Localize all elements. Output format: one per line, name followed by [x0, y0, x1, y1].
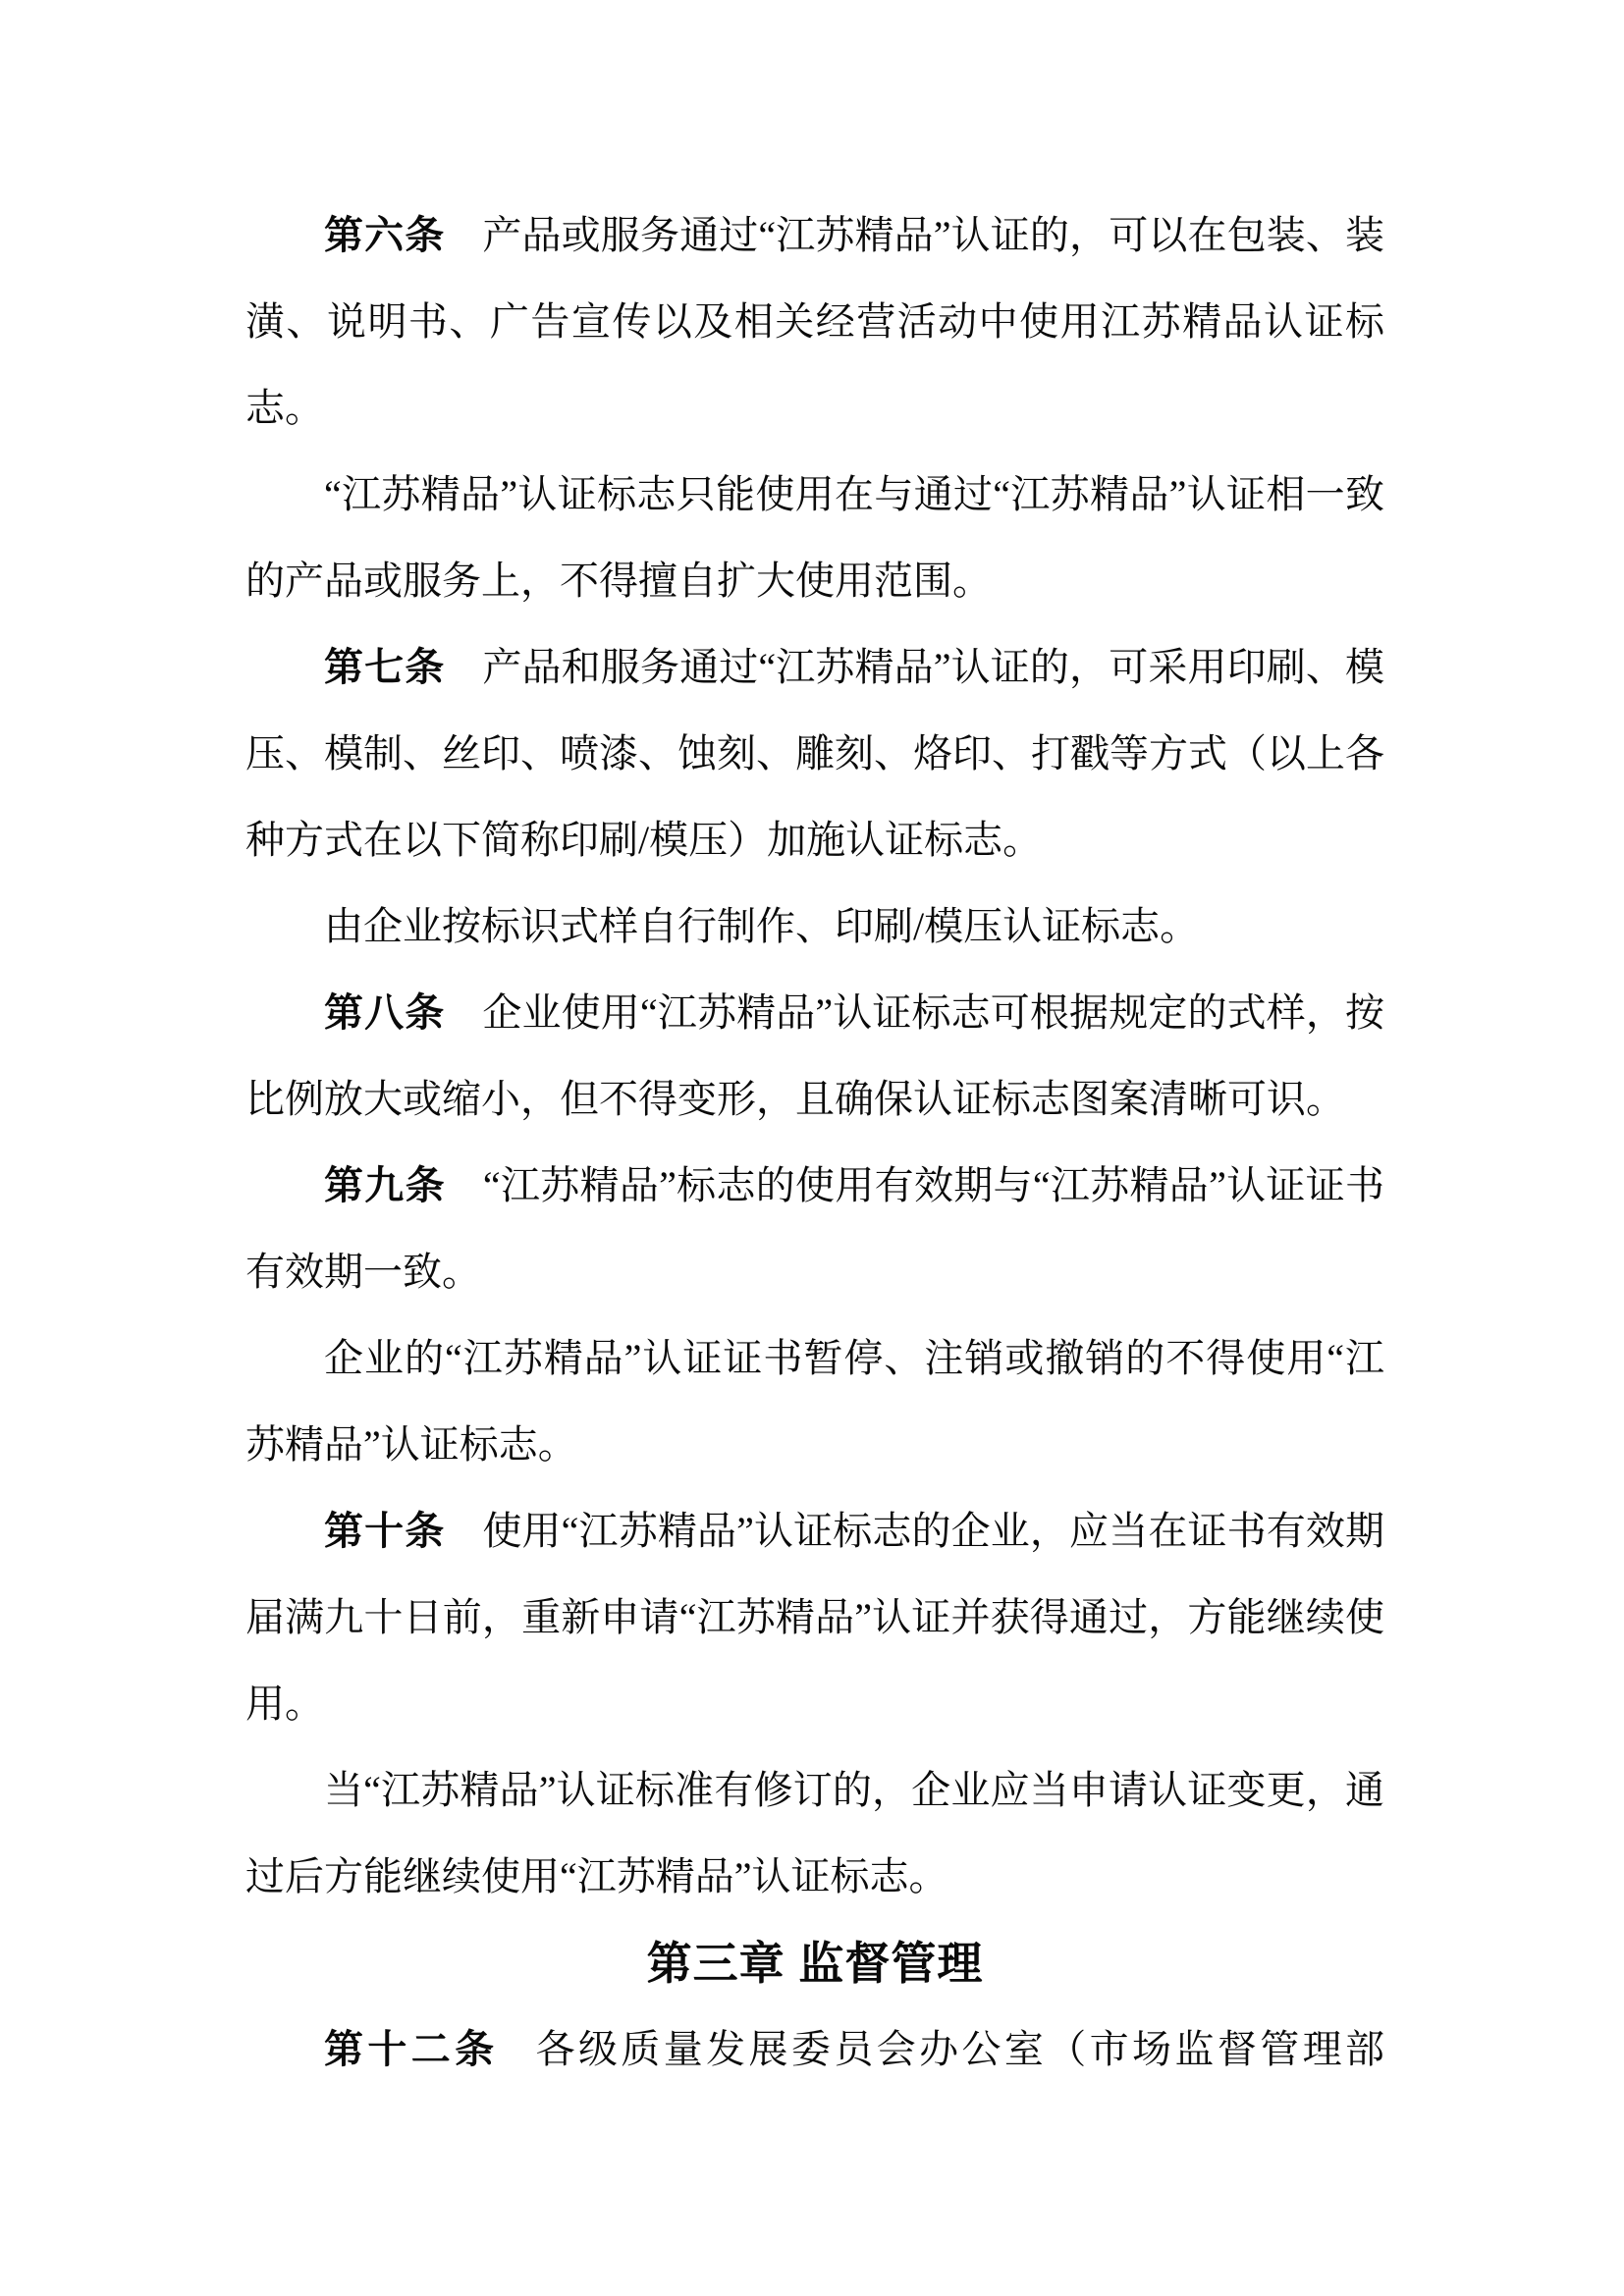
- paragraph-text: “江苏精品”认证标志只能使用在与通过“江苏精品”认证相一致的产品或服务上，不得擅自扩大使用范围。: [245, 472, 1384, 603]
- body-paragraph: [245, 1747, 1384, 1920]
- chapter-heading: 第三章 监督管理: [646, 1938, 984, 1989]
- document-content: [245, 192, 1384, 2093]
- article-paragraph: [245, 624, 1384, 883]
- paragraph-text: 由企业按标识式样自行制作、印刷/模压认证标志。: [324, 904, 1200, 948]
- article-paragraph: [245, 1488, 1384, 1747]
- article-number: 第十二条: [324, 2028, 499, 2071]
- article-number: 第十条: [324, 1510, 446, 1553]
- paragraph-text: 企业使用“江苏精品”认证标志可根据规定的式样，按比例放大或缩小，但不得变形，且确保认证标志图案清晰可识。: [245, 990, 1384, 1121]
- article-paragraph: [245, 2006, 1384, 2093]
- article-number: 第九条: [324, 1164, 446, 1207]
- article-paragraph: [245, 192, 1384, 452]
- article-paragraph: [245, 970, 1384, 1143]
- paragraph-text: 当“江苏精品”认证标准有修订的，企业应当申请认证变更，通过后方能继续使用“江苏精品”认证标志。: [245, 1768, 1384, 1898]
- article-number: 第七条: [324, 646, 446, 689]
- paragraph-text: 企业的“江苏精品”认证证书暂停、注销或撤销的不得使用“江苏精品”认证标志。: [245, 1336, 1384, 1467]
- paragraph-text: 产品或服务通过“江苏精品”认证的，可以在包装、装潢、说明书、广告宣传以及相关经营活动中使用江苏精品认证标志。: [245, 213, 1384, 430]
- article-number: 第八条: [324, 991, 446, 1035]
- article-paragraph: [245, 1143, 1384, 1315]
- body-paragraph: [245, 1315, 1384, 1488]
- paragraph-text: 产品和服务通过“江苏精品”认证的，可采用印刷、模压、模制、丝印、喷漆、蚀刻、雕刻、烙印、打戳等方式（以上各种方式在以下简称印刷/模压）加施认证标志。: [245, 645, 1384, 862]
- paragraph-text: “江苏精品”标志的使用有效期与“江苏精品”认证证书有效期一致。: [245, 1163, 1385, 1294]
- article-number: 第六条: [324, 214, 446, 257]
- body-paragraph: [245, 452, 1384, 624]
- paragraph-text: 各级质量发展委员会办公室（市场监督管理部: [535, 2027, 1385, 2071]
- body-paragraph: [245, 883, 1384, 970]
- paragraph-text: 使用“江苏精品”认证标志的企业，应当在证书有效期届满九十日前，重新申请“江苏精品”认证并获得通过，方能继续使用。: [245, 1509, 1384, 1726]
